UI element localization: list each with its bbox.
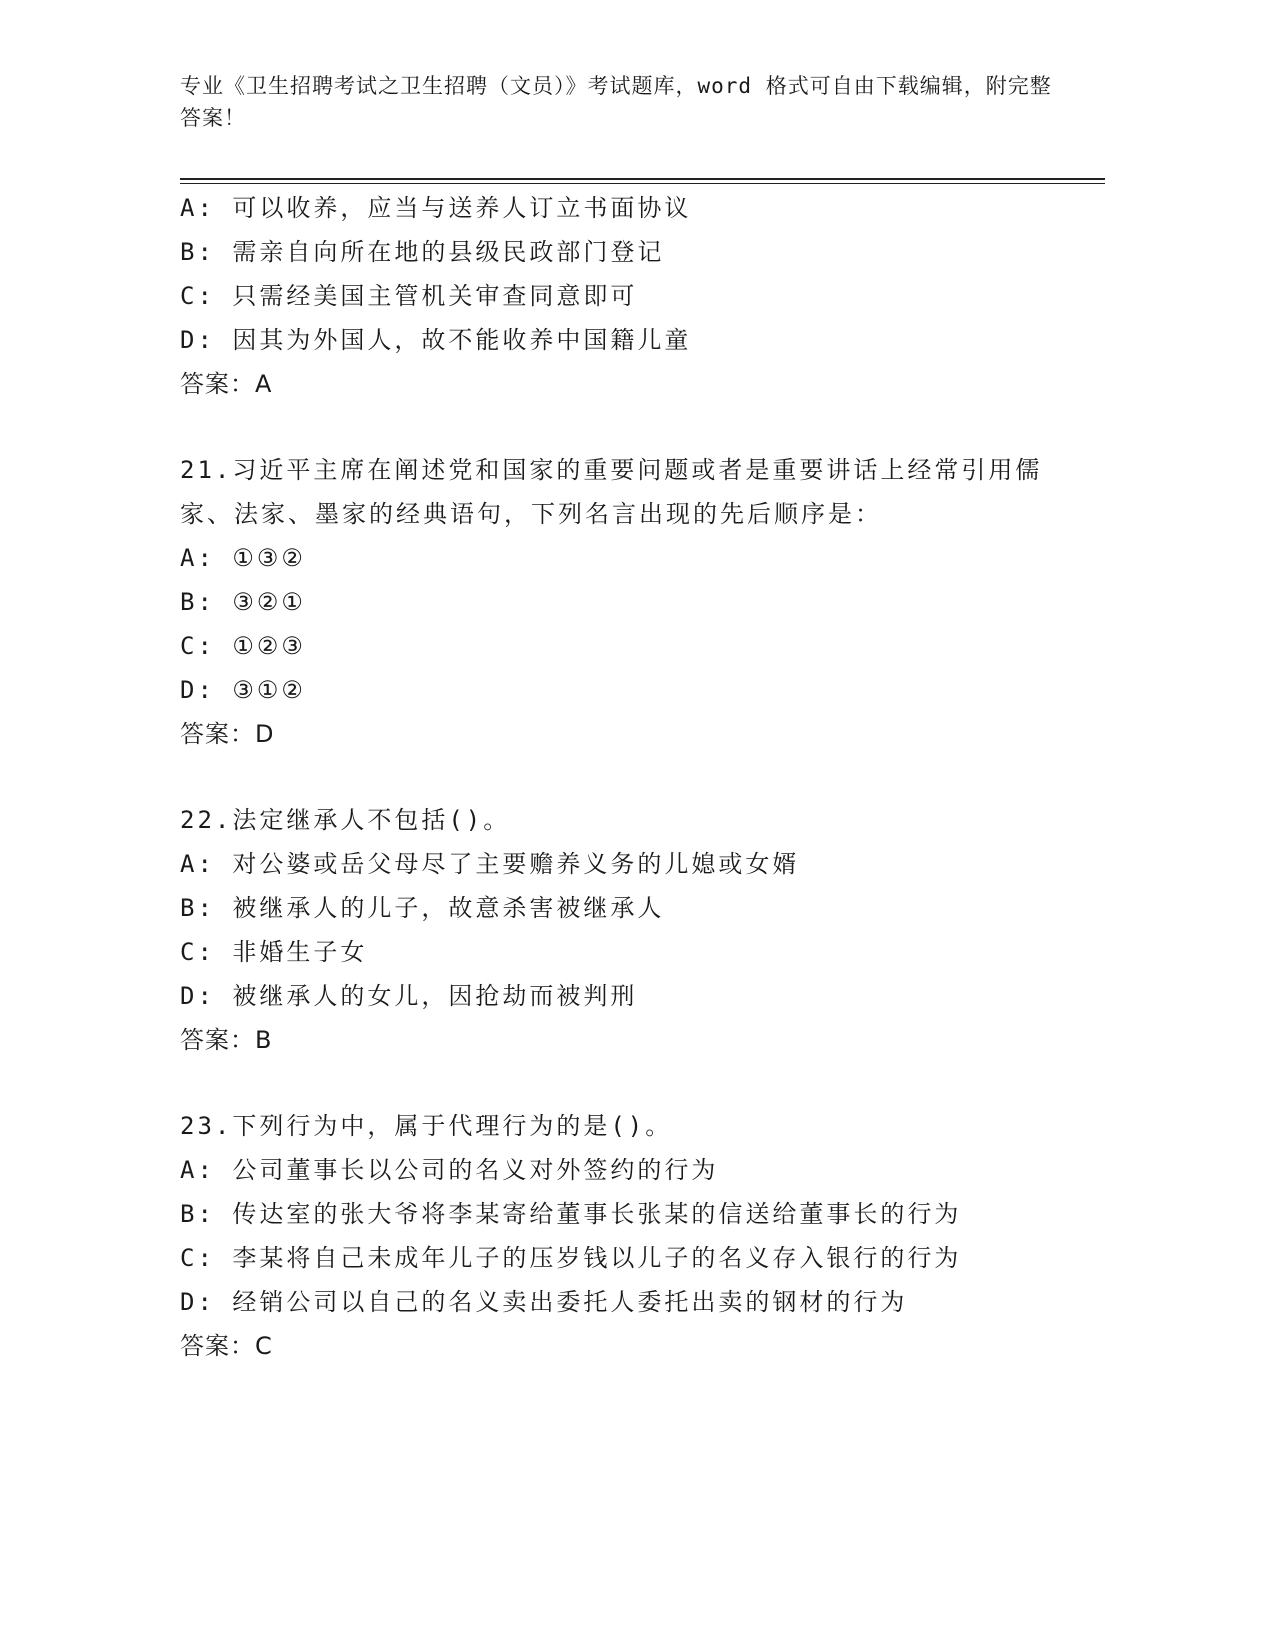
- answer-line: 答案：A: [180, 370, 273, 398]
- option-d: D: 因其为外国人，故不能收养中国籍儿童: [180, 326, 692, 354]
- question-block-22: [180, 798, 1080, 1062]
- header-rule-thick: [180, 178, 1105, 180]
- option-b: B: 传达室的张大爷将李某寄给董事长张某的信送给董事长的行为: [180, 1200, 962, 1228]
- option-a: A: ①③②: [180, 544, 306, 572]
- answer-line: 答案：C: [180, 1332, 273, 1360]
- question-block-23: [180, 1104, 1080, 1368]
- option-d: D: ③①②: [180, 676, 306, 704]
- option-a: A: 可以收养，应当与送养人订立书面协议: [180, 194, 692, 222]
- option-c: C: ①②③: [180, 632, 306, 660]
- question-list: [180, 186, 1080, 1368]
- answer-line: 答案：B: [180, 1026, 273, 1054]
- question-text: 23.下列行为中，属于代理行为的是()。: [180, 1112, 673, 1140]
- spacer: [180, 756, 1080, 798]
- header-rule-thin: [180, 183, 1105, 184]
- spacer: [180, 406, 1080, 448]
- question-text: 21.习近平主席在阐述党和国家的重要问题或者是重要讲话上经常引用儒家、法家、墨家的经典语句，下列名言出现的先后顺序是：: [180, 456, 1043, 528]
- document-header: 专业《卫生招聘考试之卫生招聘（文员）》考试题库，word 格式可自由下载编辑，附完整答案！: [180, 74, 1052, 130]
- question-block-21: [180, 448, 1080, 756]
- option-d: D: 被继承人的女儿，因抢劫而被判刑: [180, 982, 638, 1010]
- option-c: C: 李某将自己未成年儿子的压岁钱以儿子的名义存入银行的行为: [180, 1244, 962, 1272]
- question-block-20: [180, 186, 1080, 406]
- spacer: [180, 1062, 1080, 1104]
- option-b: B: 被继承人的儿子，故意杀害被继承人: [180, 894, 665, 922]
- option-b: B: 需亲自向所在地的县级民政部门登记: [180, 238, 665, 266]
- option-c: C: 非婚生子女: [180, 938, 368, 966]
- option-c: C: 只需经美国主管机关审查同意即可: [180, 282, 638, 310]
- question-text: 22.法定继承人不包括()。: [180, 806, 511, 834]
- option-a: A: 公司董事长以公司的名义对外签约的行为: [180, 1156, 719, 1184]
- option-d: D: 经销公司以自己的名义卖出委托人委托出卖的钢材的行为: [180, 1288, 908, 1316]
- answer-line: 答案：D: [180, 720, 275, 748]
- option-b: B: ③②①: [180, 588, 306, 616]
- option-a: A: 对公婆或岳父母尽了主要赡养义务的儿媳或女婿: [180, 850, 800, 878]
